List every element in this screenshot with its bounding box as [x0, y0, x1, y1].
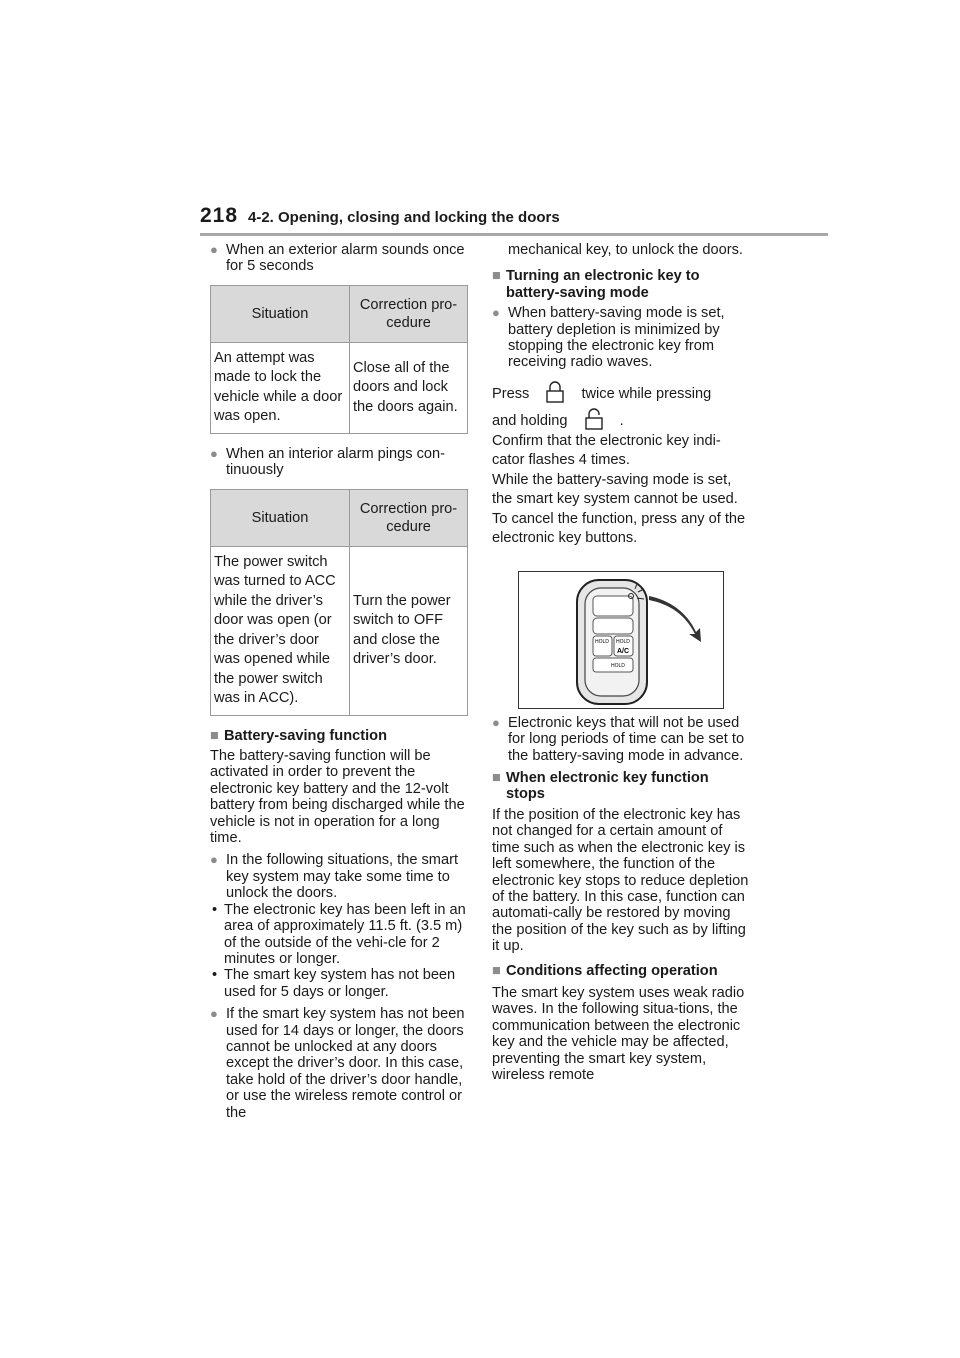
bullet-14-days: ● If the smart key system has not been used for 14 days or longer, the doors cannot be unlocked at any doors except the driver’s door. In this case, take hold of the driver’s door handle, or use the wireless remote control or the	[210, 1006, 465, 1121]
table-cell: An attempt was made to lock the vehicle while a door was open.	[211, 342, 350, 433]
heading-battery-saving: ■ Battery-saving function	[210, 727, 387, 744]
heading-conditions: ■ Conditions affecting operation	[492, 962, 718, 979]
electronic-key-illustration	[518, 571, 724, 709]
bullet-marker: ●	[492, 714, 500, 730]
table-row	[211, 342, 468, 433]
bullet-advance-setting: ● Electronic keys that will not be used for long periods of time can be set to the battery-saving mode in advance.	[492, 714, 745, 764]
unlock-icon	[584, 408, 604, 430]
conditions-paragraph: The smart key system uses weak radio waves. In the following situa-tions, the communication between the electronic key and the vehicle may be affected, preventing the smart key system, wireless remote	[492, 984, 745, 1083]
while-set-text: While the battery-saving mode is set, the smart key system cannot be used. To cancel the function, press any of the electronic key buttons.	[492, 471, 746, 547]
bullet-marker: ●	[210, 445, 218, 461]
table-cell: The power switch was turned to ACC while the driver’s door was open (or the driver’s door was opened while the power switch was in ACC).	[211, 546, 350, 715]
header-rule	[200, 233, 828, 236]
heading-function-stops: ■ When electronic key function stops	[492, 770, 709, 803]
square-marker: ■	[492, 770, 501, 787]
left-column	[210, 242, 468, 1127]
lock-icon	[545, 381, 565, 403]
square-marker: ■	[492, 962, 501, 979]
bullet-unlock-delay: ● In the following situations, the smart key system may take some time to unlock the doors.	[210, 852, 458, 902]
square-marker: ■	[492, 268, 501, 285]
battery-saving-paragraph: The battery-saving function will be activated in order to prevent the electronic key battery and the 12-volt battery from being discharged while the vehicle is not in operation for a long time.	[210, 748, 465, 847]
table-cell: Close all of the doors and lock the doors again.	[350, 342, 468, 433]
hold-instruction: and holding .	[492, 408, 750, 432]
sub-item-key-left-outside: • The electronic key has been left in an area of approximately 11.5 ft. (3.5 m) of the outside of the vehi-cle for 2 minutes or longer.	[212, 901, 466, 967]
table-header: Correction pro-cedure	[350, 285, 468, 342]
table-header: Situation	[211, 489, 350, 546]
page-number: 218	[200, 204, 239, 227]
bullet-marker: ●	[210, 852, 218, 868]
bullet-marker: ●	[210, 242, 218, 257]
hold-label: HOLD	[616, 638, 630, 645]
exterior-alarm-table	[210, 285, 468, 434]
sub-item-not-used: • The smart key system has not been used for 5 days or longer.	[212, 967, 456, 1000]
bullet-exterior-alarm: ● When an exterior alarm sounds once for 5 seconds	[210, 242, 465, 275]
interior-alarm-table	[210, 489, 468, 716]
square-marker: ■	[210, 727, 219, 744]
heading-turning-battery-saving: ■ Turning an electronic key to battery-saving mode	[492, 268, 700, 301]
table-header: Situation	[211, 285, 350, 342]
press-instruction: Press twice while pressing	[492, 381, 750, 405]
table-cell: Turn the power switch to OFF and close the driver’s door.	[350, 546, 468, 715]
table-row	[211, 546, 468, 715]
table-header: Correction pro-cedure	[350, 489, 468, 546]
section-title: 4-2. Opening, closing and locking the doors	[248, 209, 560, 226]
bullet-marker: ●	[492, 305, 500, 321]
confirm-text: Confirm that the electronic key indi-cator flashes 4 times.	[492, 432, 721, 469]
right-column	[492, 242, 750, 1089]
function-stops-paragraph: If the position of the electronic key has not changed for a certain amount of time such as when the electronic key is left somewhere, the function of the electronic key stops to reduce depletion of the battery. In this case, function can automati-cally be restored by moving the position of the key such as by lifting it up.	[492, 806, 749, 955]
continued-text: mechanical key, to unlock the doors.	[508, 242, 743, 258]
electronic-key-drawing	[519, 572, 723, 708]
hold-label: HOLD	[595, 638, 609, 645]
ac-label: A/C	[617, 647, 630, 655]
bullet-battery-saving-set: ● When battery-saving mode is set, battery depletion is minimized by stopping the electronic key from receiving radio waves.	[492, 305, 725, 371]
hold-label: HOLD	[611, 662, 625, 669]
bullet-interior-alarm: ● When an interior alarm pings con-tinuously	[210, 445, 446, 479]
bullet-marker: ●	[210, 1006, 218, 1022]
